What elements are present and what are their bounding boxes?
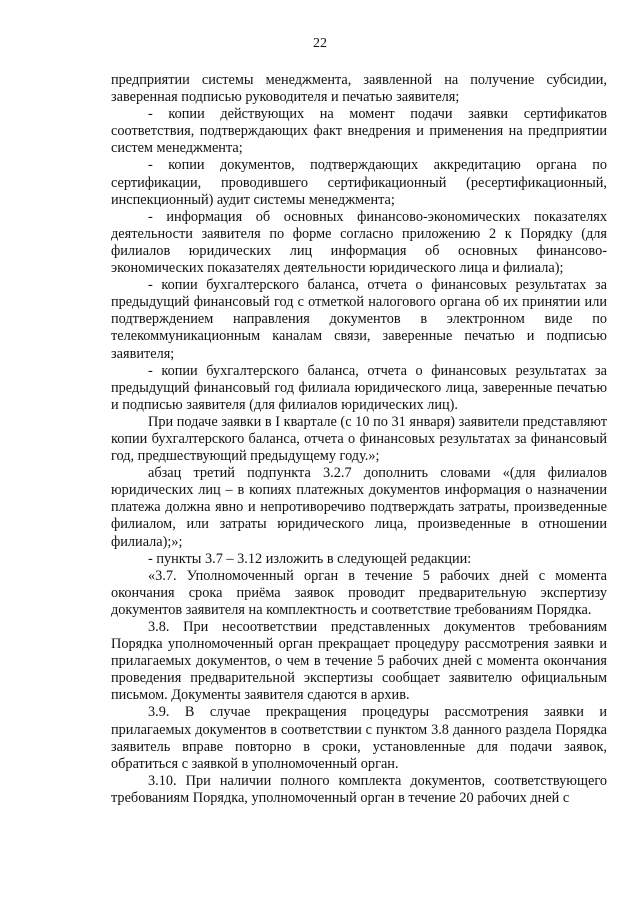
list-item-financial-info: - информация об основных финансово-экономических показателях деятельности заявителя по форме согласно приложению 2 к Порядку (для филиалов юридических лиц информация об основных финансово-экономических показателях деятельности юридического лица и филиала); — [111, 208, 607, 277]
clause-3-8: 3.8. При несоответствии представленных документов требованиям Порядка уполномоченный орган прекращает процедуру рассмотрения заявки и прилагаемых документов, о чем в течение 5 рабочих дней с момента окончания проведения предварительной экспертизы сообщает заявителю официальным письмом. Документы заявителя сдаются в архив. — [111, 619, 607, 704]
list-item-certificates: - копии действующих на момент подачи заявки сертификатов соответствия, подтверждающих факт внедрения и применения на предприятии систем менеджмента; — [111, 106, 607, 157]
paragraph-clauses-3-7-3-12: - пункты 3.7 – 3.12 изложить в следующей редакции: — [148, 550, 472, 567]
clause-3-7: «3.7. Уполномоченный орган в течение 5 рабочих дней с момента окончания срока приёма заявок проводит предварительную экспертизу документов заявителя на комплектность и соответствие требованиям Порядка. — [111, 567, 607, 618]
list-item-accreditation: - копии документов, подтверждающих аккредитацию органа по сертификации, проводившего сертификационный (ресертификационный, инспекционный) аудит системы менеджмента; — [111, 157, 607, 208]
paragraph-first-quarter: При подаче заявки в I квартале (с 10 по 31 января) заявители представляют копии бухгалтерского баланса, отчета о финансовых результатах за финансовый год, предшествующий предыдущему году.»; — [111, 413, 607, 465]
document-body — [111, 72, 607, 807]
paragraph-subclause-3-2-7: абзац третий подпункта 3.2.7 дополнить словами «(для филиалов юридических лиц – в копиях платежных документов информация о назначении платежа должна явно и непротиворечиво подтверждать затраты, произведенные филиалом, или затраты юридического лица, произведенные в отношении филиала);»; — [111, 465, 607, 550]
clause-3-10: 3.10. При наличии полного комплекта документов, соответствующего требованиям Порядка, уполномоченный орган в течение 20 рабочих дней с — [111, 772, 607, 806]
clause-3-9: 3.9. В случае прекращения процедуры рассмотрения заявки и прилагаемых документов в соответствии с пунктом 3.8 данного раздела Порядка заявитель вправе повторно в сроки, установленные для подачи заявок, обратиться с заявкой в уполномоченный орган. — [111, 704, 607, 772]
list-item-balance-sheet: - копии бухгалтерского баланса, отчета о финансовых результатах за предыдущий финансовый год с отметкой налогового органа об их принятии или подтверждением направления документов в электронном виде по телекоммуникационным каналам связи, заверенные печатью и подписью заявителя; — [111, 277, 607, 362]
list-item-branch-balance: - копии бухгалтерского баланса, отчета о финансовых результатах за предыдущий финансовый год филиала юридического лица, заверенные печатью и подписью заявителя (для филиалов юридических лиц). — [111, 362, 607, 413]
page-number: 22 — [313, 36, 327, 51]
paragraph-continuation: предприятии системы менеджмента, заявленной на получение субсидии, заверенная подписью руководителя и печатью заявителя; — [111, 72, 607, 106]
